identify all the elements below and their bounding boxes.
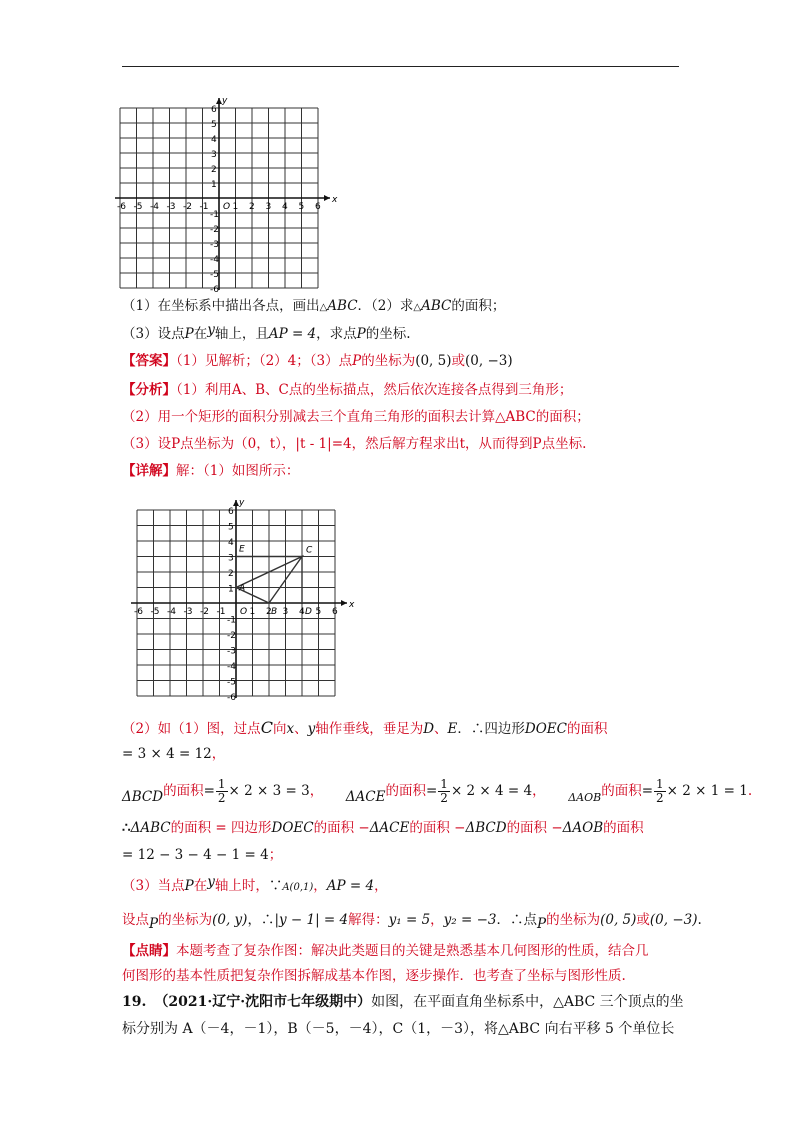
x-tick-label: -5 [150,607,160,617]
sol2-E: E [447,721,458,737]
because-symbol: ∵ [268,878,283,894]
q1-text: （1）在坐标系中描出各点，画出 [122,298,320,314]
sol2-f: ．∴四边形 [457,721,525,737]
x-tick-label: -1 [216,607,226,617]
sol2-eq-1: = [203,783,215,799]
sol3-or: 或 [636,912,650,928]
sol2-bcd: ΔBCD [122,789,164,805]
sol2-line-3 [122,776,752,807]
analysis-tag: 【分析】 [122,382,176,398]
y-axis-label: y [222,96,228,106]
frac-den: 2 [440,791,448,805]
sol2-l4e: 的面积 [603,820,644,836]
frac-num: 1 [217,777,226,791]
q19-line-2: 标分别为 A（－4，－1），B（－5，－4），C（1，－3），将△ABC 向右平移 5 个单位长 [122,1021,675,1037]
analysis-2: （2）用一个矩形的面积分别减去三个直角三角形的面积去计算△ABC的面积； [122,409,590,425]
answer-or: 或 [451,353,465,369]
y-tick-label: -2 [227,631,236,641]
q3-y: y [207,322,215,338]
sol3-p2: (0, −3) [649,912,698,928]
x-axis-label: x [349,600,355,610]
x-tick-label: 6 [315,202,321,212]
sol3-a: （3）当点 [122,878,185,894]
x-tick-label: -4 [150,202,159,212]
sol2-area-1: 的面积 [163,783,204,799]
y-tick-label: -4 [227,662,236,672]
q1-text-c: 的面积； [451,298,506,314]
y-tick-label: 3 [211,150,217,160]
sol2-abc: ΔABC [130,820,171,836]
sol2-eq-2: = [425,783,438,799]
answer-point-2: (0, −3) [465,353,513,369]
comment-tag: 【点睛】 [122,943,176,959]
sol2-b: 向 [272,721,287,737]
y-tick-label: 1 [211,180,217,190]
y-tick-label: 5 [228,522,234,533]
answer-text-b: 的坐标为 [361,353,416,369]
analysis-1 [122,380,572,400]
q3-p-2: P [356,326,366,342]
fraction-half-1 [216,778,228,805]
sol2-l4b: 的面积 − [313,820,370,836]
y-tick-label: 2 [228,569,234,579]
x-tick-label: 2 [249,202,255,212]
sol2-sep2: 、 [434,721,448,737]
sol2-d: 轴作垂线，垂足为 [315,721,424,737]
x-tick-label: -4 [167,607,176,617]
x-tick-label: -3 [166,202,176,212]
sol3-p-3: P [537,916,547,932]
sol2-line-1 [122,718,607,739]
fraction-half-2 [438,778,450,805]
sol2-line-5 [122,845,282,865]
x-tick-label: 1 [232,202,239,212]
q1-abc-2: ABC [421,298,452,314]
sol2-aob: ΔAOB [568,791,602,804]
sol2-a: （2）如（1）图，过点 [122,721,261,737]
frac-den: 2 [656,791,664,805]
sol3-y: y [207,874,215,890]
x-tick-label: 5 [298,202,305,212]
analysis-l1: （1）利用A、B、C点的坐标描点，然后依次连接各点得到三角形； [176,382,573,398]
point-label-b: B [271,607,278,617]
frac-num: 1 [440,777,448,791]
y-axis-label: y [239,498,245,508]
q19-line-1 [122,992,684,1012]
sol3-l2c: (0, y) [212,912,248,928]
sol3-ap: AP = 4 [326,878,375,894]
x-tick-label: -2 [200,607,209,617]
header-rule [122,66,679,67]
sol2-period: . [747,783,753,799]
sol3-l2i: . [697,912,702,928]
q3-text-c: 轴上，且 [214,326,269,342]
sol2-l4c: 的面积 − [409,820,466,836]
answer-text-a: （1）见解析；（2）4；（3）点 [176,353,353,369]
y-tick-label: -3 [227,646,236,657]
sol3-b: 在 [193,878,208,894]
sol3-l2d: ，∴ [247,912,275,928]
sol2-l5: = 12 − 3 − 4 − 1 = 4 [122,847,269,863]
sol2-comma-1: ， [309,783,324,799]
x-tick-label: 4 [282,202,288,212]
y-tick-label: 4 [228,538,234,548]
sol2-aob-expr: × 2 × 1 = 1 [666,783,748,799]
fraction-half-3 [654,778,666,805]
y-tick-label: -5 [227,677,236,688]
y-tick-label: -5 [210,270,219,280]
y-tick-label: -1 [227,615,236,626]
q1-tri: △ [319,302,328,313]
x-tick-label: -2 [183,202,192,212]
y-tick-label: -2 [210,225,219,235]
y-tick-label: -6 [210,285,219,292]
sol3-line-2 [122,910,702,930]
analysis-3: （3）设P点坐标为（0，t），|t - 1|=4，然后解方程求出t，从而得到P点坐标. [122,436,587,452]
y-tick-label: 3 [228,553,234,564]
point-label-d: D [305,607,312,617]
sol2-area-3: 的面积 [601,783,642,799]
sol3-l2a: 设点 [122,912,149,928]
sol3-a01: A(0,1) [282,882,314,893]
sol2-l4a: 的面积 = 四边形 [170,820,272,836]
x-tick-label: 2 [266,607,272,617]
sol2-sep: 、 [294,721,308,737]
q3-text-b: 在 [193,326,208,342]
sol3-y2: y₂ = −3 [443,912,497,928]
sol2-aob-2: ΔAOB [562,820,604,836]
q19-source: （2021·辽宁·沈阳市七年级期中） [154,994,372,1010]
sol2-line-4 [122,818,644,838]
q3-text-d: ，求点 [316,326,357,342]
sol2-ace-2: ΔACE [369,820,410,836]
answer-tag: 【答案】 [122,353,176,369]
x-axis-arrow [341,600,347,606]
sol2-l2b: ， [211,746,226,762]
x-tick-label: 3 [282,607,289,617]
q19-l1: 如图，在平面直角坐标系中，△ABC 三个顶点的坐 [371,994,684,1010]
q3-eq: AP = 4 [268,326,317,342]
sol2-comma-2: ， [532,783,546,799]
sol3-l2h: 的坐标为 [546,912,601,928]
y-tick-label: 6 [228,507,234,517]
sol2-l4d: 的面积 − [506,820,563,836]
q1-tri-2: △ [413,302,422,313]
x-tick-label: 6 [332,607,338,617]
sol2-D: D [423,721,435,737]
answer-p: P [352,353,362,369]
y-tick-label: 2 [211,165,217,175]
y-tick-label: -6 [227,693,236,703]
x-tick-label: 5 [315,607,322,617]
sol3-y1: y₁ = 5 [388,912,431,928]
sol2-x: x [286,721,295,737]
sol2-y: y [307,721,316,737]
x-tick-label: O [223,202,231,212]
answer-point-1: (0, 5) [415,353,452,369]
sol3-p: P [184,878,194,894]
sol2-eq-3: = [641,783,654,799]
q19-number: 19. [122,994,147,1010]
x-tick-label: -3 [183,607,193,617]
comment-line-2: 何图形的基本性质把复杂作图拆解成基本作图，逐步操作．也考查了坐标与图形性质. [122,968,626,984]
q1-text-b: ．（2）求 [357,298,414,314]
detail-line [122,461,299,481]
question-1-2 [122,296,505,318]
x-tick-label: -6 [117,202,126,212]
x-tick-label: -6 [134,607,143,617]
sol2-bcd-2: ΔBCD [465,820,507,836]
point-label-a: A [239,583,246,594]
sol3-l2b: 的坐标为 [158,912,213,928]
x-axis-arrow [324,195,330,201]
sol3-c: 轴上时， [214,878,269,894]
sol3-d: ， [313,878,327,894]
y-tick-label: 1 [228,584,234,595]
y-tick-label: 6 [211,105,217,115]
y-tick-label: -1 [210,210,219,220]
y-tick-label: -4 [210,255,219,265]
sol2-g: 的面积 [566,721,608,737]
sol3-l2f: ， [430,912,444,928]
point-label-c: C [306,545,313,556]
y-tick-label: -3 [210,240,219,250]
x-tick-label: -1 [199,202,209,212]
coordinate-grid-1 [115,92,350,292]
x-axis-label: x [332,195,338,205]
sol2-doec: DOEC [524,721,567,737]
question-3 [122,324,411,344]
sol2-ace: ΔACE [345,789,386,805]
x-tick-label: 4 [299,607,305,617]
sol3-l2e: 解得： [348,912,389,928]
sol3-abs: |y − 1| = 4 [274,912,349,928]
sol2-l5b: ； [268,847,283,863]
frac-den: 2 [217,791,226,805]
sol3-p-2: P [149,916,159,932]
therefore-symbol: ∴ [122,820,131,836]
sol3-p1: (0, 5) [600,912,637,928]
x-tick-label: 1 [249,607,256,617]
y-tick-label: 4 [211,135,217,145]
comment-l1: 本题考查了复杂作图：解决此类题目的关键是熟悉基本几何图形的性质，结合几 [176,943,649,959]
sol2-area-2: 的面积 [385,783,426,799]
sol2-c: C [260,718,273,737]
sol2-doec-2: DOEC [271,820,314,836]
frac-num: 1 [656,777,664,791]
comment-line-1 [122,941,649,961]
x-tick-label: 3 [265,202,272,212]
coordinate-grid-2 [128,490,373,705]
sol2-l2: = 3 × 4 = 12 [122,746,212,762]
y-tick-label: 5 [211,120,217,130]
x-tick-label: O [240,607,248,617]
q3-p: P [184,326,194,342]
sol3-l2g: ．∴点 [496,912,538,928]
q3-text-e: 的坐标. [365,326,411,342]
sol3-line-1 [122,876,388,898]
sol2-ace-expr: × 2 × 4 = 4 [450,783,533,799]
sol2-line-2 [122,744,225,764]
q1-abc: ABC [327,298,358,314]
sol2-bcd-expr: × 2 × 3 = 3 [228,783,310,799]
q3-text-a: （3）设点 [122,326,185,342]
answer-line [122,351,513,371]
sol3-e: ， [374,878,388,894]
detail-text: 解：（1）如图所示： [176,463,300,479]
detail-tag: 【详解】 [122,463,176,479]
x-tick-label: -5 [133,202,143,212]
point-label-e: E [239,544,245,555]
